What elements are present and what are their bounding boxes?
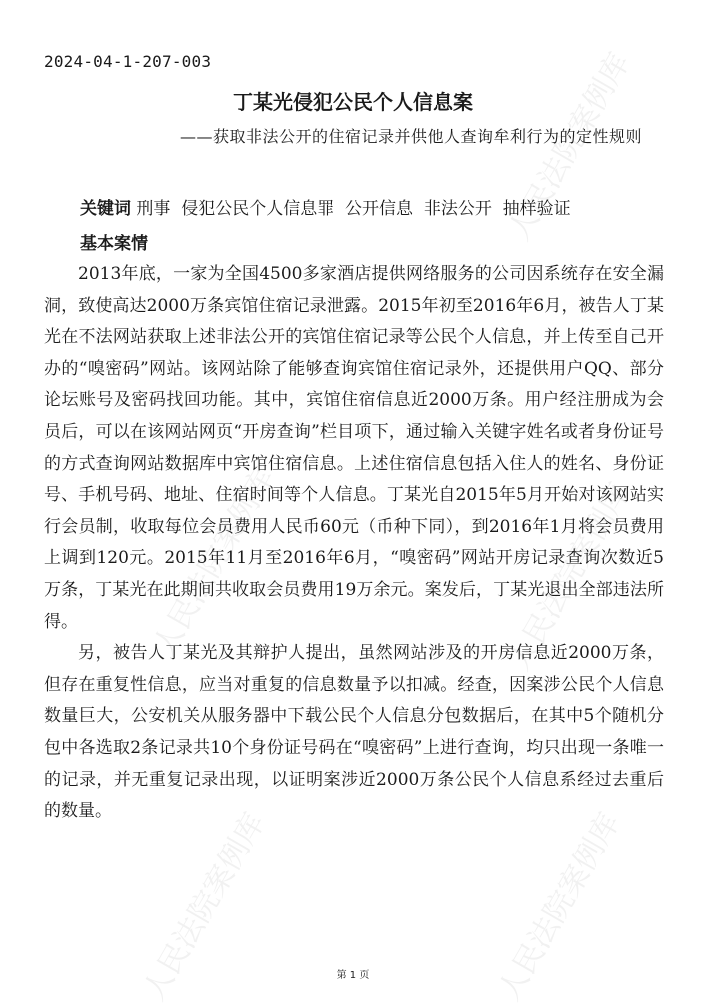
keywords-terms: 刑事 侵犯公民个人信息罪 公开信息 非法公开 抽样验证 <box>136 199 571 219</box>
page-number: 第 1 页 <box>336 970 370 981</box>
watermark: 人民法院案例库 <box>501 477 638 677</box>
paragraph-facts: 2013年底，一家为全国4500多家酒店提供网络服务的公司因系统存在安全漏洞，致使高达2000万条宾馆住宿记录泄露。2015年初至2016年6月，被告人丁某光在不法网站获取上述非法公开的宾馆住宿记录等公民个人信息，并上传至自己开办的“嗅密码”网站。该网站除了能够查询宾馆住宿记录外，还提供用户QQ、部分论坛账号及密码找回功能。其中，宾馆住宿信息近2000万条。用户经注册成为会员后，可以在该网站网页“开房查询”栏目项下，通过输入关键字姓名或者身份证号的方式查询网站数据库中宾馆住宿信息。上述住宿信息包括入住人的姓名、身份证号、手机号码、地址、住宿时间等个人信息。丁某光自2015年5月开始对该网站实行会员制，收取每位会员费用人民币60元（币种下同），到2016年1月将会员费用上调到120元。2015年11月至2016年6月，“嗅密码”网站开房记录查询次数近5万条，丁某光在此期间共收取会员费用19万余元。案发后，丁某光退出全部违法所得。 <box>44 264 664 632</box>
case-title: 丁某光侵犯公民个人信息案 <box>233 90 473 114</box>
watermark: 人民法院案例库 <box>146 462 283 662</box>
case-body <box>44 259 664 828</box>
watermark: 人民法院案例库 <box>136 807 273 1007</box>
case-subtitle: ——获取非法公开的住宿记录并供他人查询牟利行为的定性规则 <box>179 127 642 146</box>
paragraph-defense: 另，被告人丁某光及其辩护人提出，虽然网站涉及的开房信息近2000万条，但存在重复性信息，应当对重复的信息数量予以扣减。经查，因案涉公民个人信息数量巨大，公安机关从服务器中下载公民个人信息分包数据后，在其中5个随机分包中各选取2条记录共10个身份证号码在“嗅密码”上进行查询，均只出现一条唯一的记录，并无重复记录出现，以证明案涉近2000万条公民个人信息系经过去重后的数量。 <box>44 643 664 822</box>
keywords-line <box>80 194 571 219</box>
section-title-basic-facts: 基本案情 <box>80 234 148 254</box>
document-id: 2024-04-1-207-003 <box>44 52 212 71</box>
watermark: 人民法院案例库 <box>491 807 628 1007</box>
watermark: 人民法院案例库 <box>501 47 638 247</box>
keywords-label: 关键词 <box>80 199 131 219</box>
